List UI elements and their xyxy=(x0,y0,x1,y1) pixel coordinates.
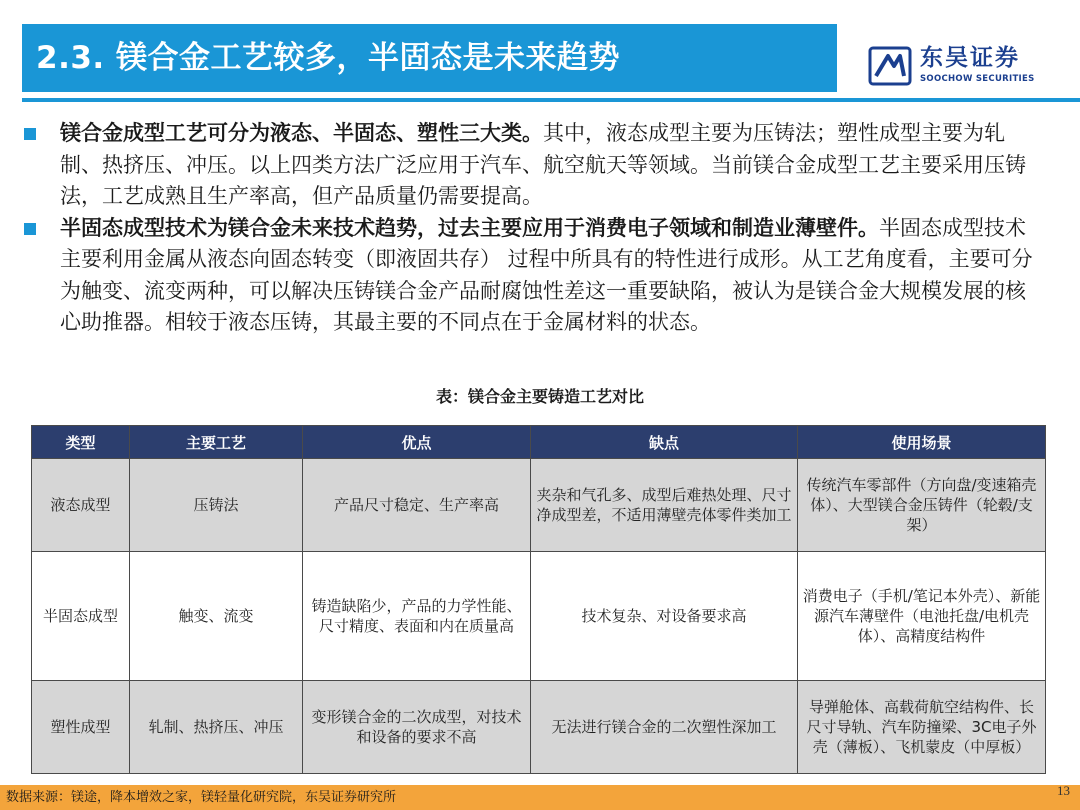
page-number: 13 xyxy=(1057,783,1070,798)
cell-disadvantages: 无法进行镁合金的二次塑性深加工 xyxy=(531,681,798,774)
page-title: 2.3. 镁合金工艺较多，半固态是未来趋势 xyxy=(36,40,620,76)
table-header-row xyxy=(32,426,1046,459)
logo-name-cn: 东吴证券 xyxy=(920,45,1020,71)
bullet-body: 半固态成型技术主要利用金属从液态向固态转变（即液固共存） 过程中所具有的特性进行成形。从工艺角度看，主要可分为触变、流变两种，可以解决压铸镁合金产品耐腐蚀性差这一重要缺陷，被认为是镁合金大规模发展的核心助推器。相较于液态压铸，其最主要的不同点在于金属材料的状态。 xyxy=(60,215,1033,334)
column-header-type: 类型 xyxy=(32,426,130,459)
cell-process: 轧制、热挤压、冲压 xyxy=(130,681,303,774)
company-logo xyxy=(868,44,1058,88)
soochow-logo-icon xyxy=(868,46,912,86)
column-header-process: 主要工艺 xyxy=(130,426,303,459)
cell-type: 塑性成型 xyxy=(32,681,130,774)
cell-advantages: 铸造缺陷少，产品的力学性能、尺寸精度、表面和内在质量高 xyxy=(303,552,531,681)
column-header-applications: 使用场景 xyxy=(798,426,1046,459)
cell-type: 半固态成型 xyxy=(32,552,130,681)
table-row xyxy=(32,552,1046,681)
cell-process: 压铸法 xyxy=(130,459,303,552)
logo-name-en: SOOCHOW SECURITIES xyxy=(920,74,1035,84)
cell-type: 液态成型 xyxy=(32,459,130,552)
cell-disadvantages: 夹杂和气孔多、成型后难热处理、尺寸净成型差，不适用薄壁壳体零件类加工 xyxy=(531,459,798,552)
bullet-item xyxy=(22,213,1042,339)
cell-applications: 传统汽车零部件（方向盘/变速箱壳体）、大型镁合金压铸件（轮毂/支架） xyxy=(798,459,1046,552)
column-header-disadvantages: 缺点 xyxy=(531,426,798,459)
table-caption: 表：镁合金主要铸造工艺对比 xyxy=(435,387,644,406)
cell-disadvantages: 技术复杂、对设备要求高 xyxy=(531,552,798,681)
data-source: 数据来源：镁途，降本增效之家，镁轻量化研究院，东吴证券研究所 xyxy=(6,790,397,805)
comparison-table xyxy=(31,425,1046,774)
footer-bar xyxy=(0,785,1080,810)
cell-applications: 导弹舱体、高载荷航空结构件、长尺寸导轨、汽车防撞梁、3C电子外壳（薄板）、飞机蒙皮（中厚板） xyxy=(798,681,1046,774)
square-bullet-icon xyxy=(24,223,36,235)
table-row xyxy=(32,459,1046,552)
square-bullet-icon xyxy=(24,128,36,140)
cell-process: 触变、流变 xyxy=(130,552,303,681)
table-row xyxy=(32,681,1046,774)
bullet-list xyxy=(22,118,1042,339)
bullet-lead: 半固态成型技术为镁合金未来技术趋势，过去主要应用于消费电子领域和制造业薄壁件。 xyxy=(60,215,879,240)
cell-advantages: 产品尺寸稳定、生产率高 xyxy=(303,459,531,552)
bullet-item xyxy=(22,118,1042,213)
title-bar xyxy=(22,24,837,92)
header-divider xyxy=(22,98,1080,102)
cell-applications: 消费电子（手机/笔记本外壳）、新能源汽车薄壁件（电池托盘/电机壳体）、高精度结构件 xyxy=(798,552,1046,681)
bullet-body: 其中，液态成型主要为压铸法；塑性成型主要为轧制、热挤压、冲压。以上四类方法广泛应用于汽车、航空航天等领域。当前镁合金成型工艺主要采用压铸法，工艺成熟且生产率高，但产品质量仍需要提高。 xyxy=(60,121,1026,208)
column-header-advantages: 优点 xyxy=(303,426,531,459)
bullet-lead: 镁合金成型工艺可分为液态、半固态、塑性三大类。 xyxy=(60,121,543,145)
cell-advantages: 变形镁合金的二次成型，对技术和设备的要求不高 xyxy=(303,681,531,774)
